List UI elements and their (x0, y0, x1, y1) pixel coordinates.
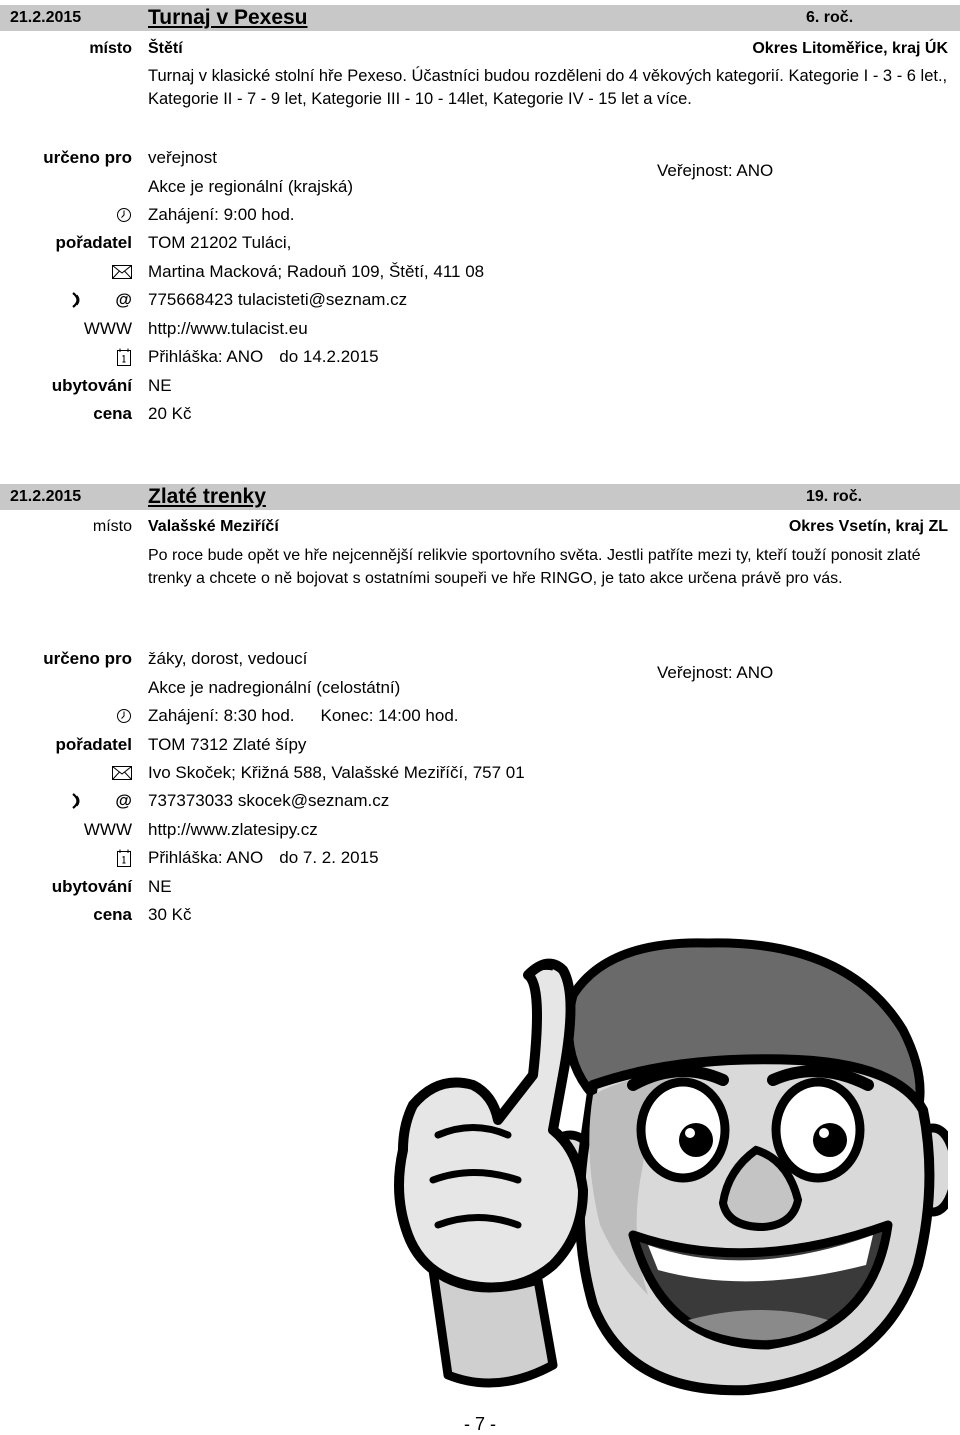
accommodation-label: ubytování (51, 877, 132, 896)
row-start (0, 205, 960, 229)
price-value: 30 Kč (148, 905, 192, 924)
event-year: 19. roč. (806, 488, 863, 505)
row-scope (0, 177, 960, 201)
signup-text: Přihláška: ANO (148, 848, 264, 867)
phone-icon (70, 292, 84, 308)
row-address (0, 262, 960, 286)
row-price (0, 404, 960, 428)
clock-icon (116, 708, 132, 724)
event-date: 21.2.2015 (10, 9, 82, 26)
row-signup (0, 848, 960, 872)
place-name: Valašské Meziříčí (148, 518, 279, 535)
organizer-label: pořadatel (55, 735, 132, 754)
row-for (0, 148, 960, 172)
signup-text: Přihláška: ANO (148, 347, 264, 366)
event-description: Turnaj v klasické stolní hře Pexeso. Účastníci budou rozděleni do 4 věkových kategorií. Kategorie I - 3 - 6 let., Kategorie II - 7 - 9 let, Kategorie III - 10 - 14let, Kategorie IV - 15 let a více. (148, 67, 948, 108)
public-flag: Veřejnost: ANO (657, 663, 774, 682)
event-year: 6. roč. (806, 9, 854, 26)
scope-value: Akce je nadregionální (celostátní) (148, 678, 401, 697)
accommodation-value: NE (148, 877, 172, 896)
place-region: Okres Litoměřice, kraj ÚK (752, 40, 948, 57)
row-contact (0, 290, 960, 314)
start-value (148, 706, 459, 726)
row-www (0, 820, 960, 844)
place-region: Okres Vsetín, kraj ZL (788, 518, 948, 535)
row-address (0, 763, 960, 787)
row-www (0, 319, 960, 343)
info-document-icon (117, 348, 131, 366)
contact-value: 775668423 tulacisteti@seznam.cz (148, 290, 408, 309)
row-organizer (0, 735, 960, 759)
event-header (0, 5, 960, 31)
page-number: - 7 - (463, 1414, 496, 1434)
row-accommodation (0, 376, 960, 400)
row-for (0, 649, 960, 673)
cartoon-face-illustration (378, 935, 948, 1405)
row-organizer (0, 233, 960, 257)
envelope-icon (112, 766, 132, 780)
accommodation-label: ubytování (51, 376, 132, 395)
signup-until: do 7. 2. 2015 (279, 848, 379, 867)
start-value: Zahájení: 9:00 hod. (148, 205, 295, 224)
organizer-value: TOM 21202 Tuláci, (148, 233, 292, 252)
event-header (0, 484, 960, 510)
row-price (0, 905, 960, 929)
for-value: veřejnost (148, 148, 217, 167)
signup-value (148, 848, 379, 868)
for-value: žáky, dorost, vedoucí (148, 649, 308, 668)
organizer-label: pořadatel (55, 233, 132, 252)
at-label: @ (115, 791, 132, 810)
event-title: Zlaté trenky (148, 485, 266, 508)
accommodation-value: NE (148, 376, 172, 395)
organizer-value: TOM 7312 Zlaté šípy (148, 735, 307, 754)
row-start (0, 706, 960, 730)
info-document-icon (117, 849, 131, 867)
www-link[interactable]: http://www.tulacist.eu (148, 319, 308, 338)
row-accommodation (0, 877, 960, 901)
clock-icon (116, 207, 132, 223)
public-flag: Veřejnost: ANO (657, 161, 774, 180)
scope-value: Akce je regionální (krajská) (148, 177, 354, 196)
www-link[interactable]: http://www.zlatesipy.cz (148, 820, 318, 839)
price-label: cena (93, 905, 132, 924)
for-label: určeno pro (43, 649, 132, 668)
start-text: Zahájení: 8:30 hod. (148, 706, 295, 725)
end-text: Konec: 14:00 hod. (320, 706, 459, 725)
www-label: WWW (83, 820, 132, 839)
at-label: @ (115, 290, 132, 309)
row-contact (0, 791, 960, 815)
event-date: 21.2.2015 (10, 488, 82, 505)
signup-value (148, 347, 379, 367)
row-scope (0, 678, 960, 702)
place-label: místo (92, 518, 132, 535)
signup-until: do 14.2.2015 (279, 347, 379, 366)
event-description: Po roce bude opět ve hře nejcennější relikvie sportovního světa. Jestli patříte mezi ty, kteří touží ponosit zlaté trenky a chcete o ně bojovat s ostatními soupeři ve hře RINGO, je tato akce určena právě pro vás. (148, 547, 921, 587)
address-value: Martina Macková; Radouň 109, Štětí, 411 08 (148, 262, 485, 281)
row-signup (0, 347, 960, 371)
www-label: WWW (83, 319, 132, 338)
place-label: místo (89, 40, 132, 57)
price-label: cena (93, 404, 132, 423)
address-value: Ivo Skoček; Křižná 588, Valašské Meziříčí, 757 01 (148, 763, 525, 782)
for-label: určeno pro (43, 148, 132, 167)
envelope-icon (112, 265, 132, 279)
phone-icon (70, 793, 84, 809)
contact-value: 737373033 skocek@seznam.cz (148, 791, 390, 810)
event-title: Turnaj v Pexesu (148, 6, 308, 29)
price-value: 20 Kč (148, 404, 192, 423)
place-name: Štětí (148, 40, 183, 57)
